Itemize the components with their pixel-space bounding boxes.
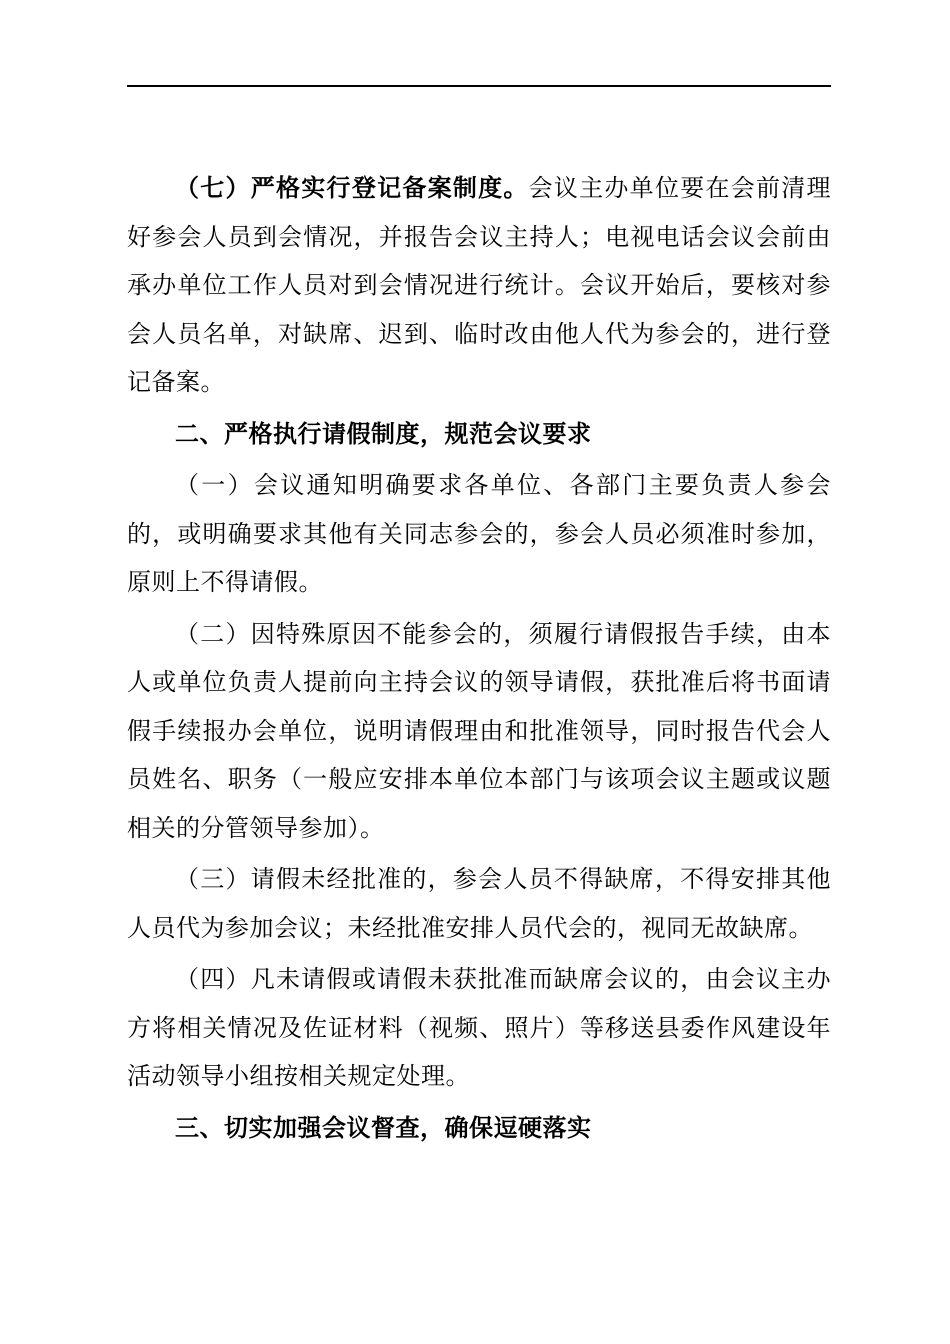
paragraph-leave-3: （三）请假未经批准的，参会人员不得缺席，不得安排其他人员代为参加会议；未经批准安排人员代会的，视同无故缺席。: [127, 865, 831, 942]
paragraph-registration: [127, 164, 831, 407]
paragraph-text: 会议主办单位要在会前清理好参会人员到会情况，并报告会议主持人；电视电话会议会前由承办单位工作人员对到会情况进行统计。会议开始后，要核对参会人员名单，对缺席、迟到、临时改由他人代为参会的，进行登记备案。: [127, 174, 831, 396]
document-body: [127, 164, 831, 1152]
section-heading-leave: 二、严格执行请假制度，规范会议要求: [175, 419, 592, 448]
paragraph-leave-4: （四）凡未请假或请假未获批准而缺席会议的，由会议主办方将相关情况及佐证材料（视频、照片）等移送县委作风建设年活动领导小组按相关规定处理。: [127, 965, 831, 1090]
section-heading-supervision: 三、切实加强会议督查，确保逗硬落实: [175, 1113, 592, 1142]
header-rule: [127, 85, 831, 87]
paragraph-leave-2: （二）因特殊原因不能参会的，须履行请假报告手续，由本人或单位负责人提前向主持会议的领导请假，获批准后将书面请假手续报办会单位，说明请假理由和批准领导，同时报告代会人员姓名、职务（一般应安排本单位本部门与该项会议主题或议题相关的分管领导参加）。: [127, 619, 831, 842]
paragraph-lead: （七）严格实行登记备案制度。: [175, 174, 529, 202]
paragraph-leave-1: （一）会议通知明确要求各单位、各部门主要负责人参会的，或明确要求其他有关同志参会的，参会人员必须准时参加，原则上不得请假。: [127, 471, 831, 596]
